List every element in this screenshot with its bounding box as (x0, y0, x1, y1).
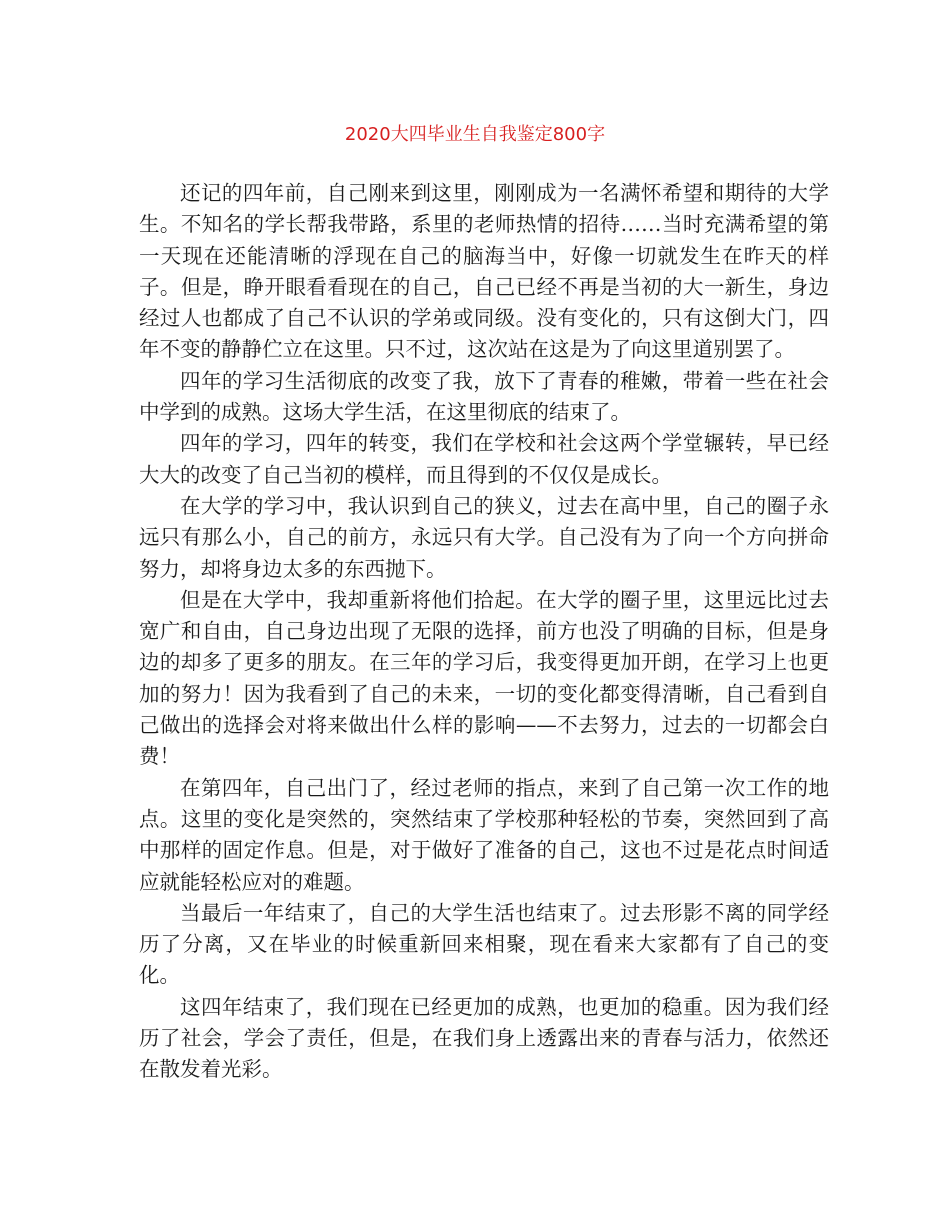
paragraph-4: 在大学的学习中，我认识到自己的狭义，过去在高中里，自己的圈子永远只有那么小，自己的前方，永远只有大学。自己没有为了向一个方向拼命努力，却将身边太多的东西抛下。 (139, 493, 829, 581)
paragraph-8: 这四年结束了，我们现在已经更加的成熟，也更加的稳重。因为我们经历了社会，学会了责任，但是，在我们身上透露出来的青春与活力，依然还在散发着光彩。 (139, 994, 829, 1082)
document-body (139, 178, 829, 1086)
paragraph-3: 四年的学习，四年的转变，我们在学校和社会这两个学堂辗转，早已经大大的改变了自己当初的模样，而且得到的不仅仅是成长。 (139, 431, 829, 487)
paragraph-7: 当最后一年结束了，自己的大学生活也结束了。过去形影不离的同学经历了分离，又在毕业的时候重新回来相聚，现在看来大家都有了自己的变化。 (139, 900, 829, 988)
paragraph-2: 四年的学习生活彻底的改变了我，放下了青春的稚嫩，带着一些在社会中学到的成熟。这场大学生活，在这里彻底的结束了。 (139, 368, 829, 425)
document-title: 2020大四毕业生自我鉴定800字 (344, 124, 606, 145)
paragraph-6: 在第四年，自己出门了，经过老师的指点，来到了自己第一次工作的地点。这里的变化是突然的，突然结束了学校那种轻松的节奏，突然回到了高中那样的固定作息。但是，对于做好了准备的自己，这也不过是花点时间适应就能轻松应对的难题。 (139, 775, 829, 894)
paragraph-1: 还记的四年前，自己刚来到这里，刚刚成为一名满怀希望和期待的大学生。不知名的学长帮我带路，系里的老师热情的招待……当时充满希望的第一天现在还能清晰的浮现在自己的脑海当中，好像一切就发生在昨天的样子。但是，睁开眼看看现在的自己，自己已经不再是当初的大一新生，身边经过人也都成了自己不认识的学弟或同级。没有变化的，只有这倒大门，四年不变的静静伫立在这里。只不过，这次站在这是为了向这里道别罢了。 (139, 181, 829, 362)
paragraph-5: 但是在大学中，我却重新将他们拾起。在大学的圈子里，这里远比过去宽广和自由，自己身边出现了无限的选择，前方也没了明确的目标，但是身边的却多了更多的朋友。在三年的学习后，我变得更加开朗，在学习上也更加的努力！因为我看到了自己的未来，一切的变化都变得清晰，自己看到自己做出的选择会对将来做出什么样的影响——不去努力，过去的一切都会白费！ (139, 587, 829, 769)
